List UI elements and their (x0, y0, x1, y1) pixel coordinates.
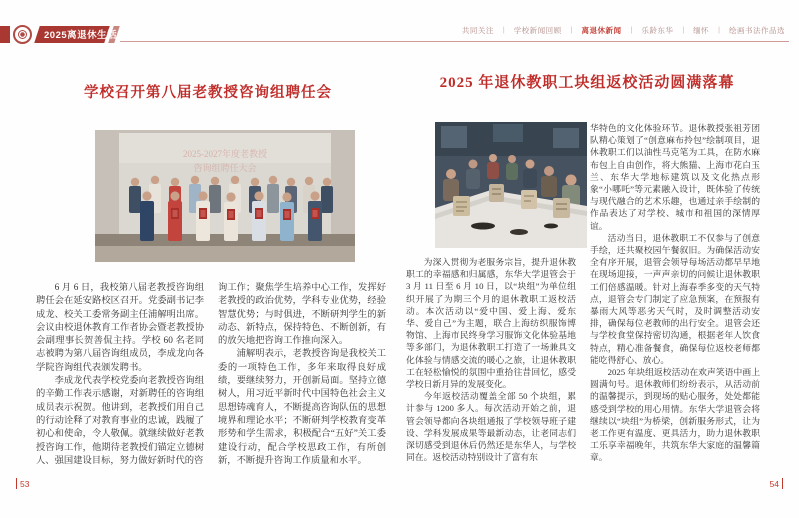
body-text-column-2 (590, 122, 760, 464)
logo-emblem (18, 30, 27, 39)
projection-screen-text: 2025-2027年度老教授 (183, 149, 267, 159)
nav-separator: | (682, 27, 685, 34)
header-rule (120, 41, 789, 42)
article-title-right: 2025 年退休教职工块组返校活动圆满落幕 (439, 75, 735, 91)
page-number-bar (782, 478, 783, 489)
projection-screen-text: 咨询组聘任大会 (193, 163, 257, 173)
page-number-value: 53 (20, 478, 30, 489)
nav-item-happy-donghua[interactable]: 乐龄东华 (641, 26, 674, 35)
corner-accent-bar (0, 26, 10, 43)
paragraph-continuation: 询工作；聚焦学生培养中心工作，发挥好老教授的政治优势，学科专业优势，经验智慧优势；与时俱进，不断研判学生的新动态、新特点，保持特色、不断创新，有的放矢地把咨询工作推向深入。 (218, 283, 386, 347)
body-text-column-1 (406, 256, 576, 463)
university-logo-icon (13, 25, 32, 44)
nav-separator: | (502, 27, 505, 34)
nav-item-school-news[interactable]: 学校新闻回顾 (513, 26, 562, 35)
page-number-left (16, 478, 29, 489)
paragraph: 2025 年块组返校活动在欢声笑语中画上圆满句号。退休教师们纷纷表示，从活动前的温馨提示，到现场的贴心服务，处处都能感受到学校的用心用情。东华大学退管会将继续以“块组”为桥梁，创新服务形式，让为老工作更有温度、更具活力，助力退休教职工乐享幸福晚年，共筑东华大家庭的温馨篇章。 (590, 367, 760, 463)
page-number-bar (16, 478, 17, 489)
article-title-left: 学校召开第八届老教授咨询组聘任会 (84, 85, 332, 101)
paragraph: 今年返校活动覆盖全部 50 个块组，累计参与 1200 多人。每次活动开始之前，退管会领导都向各块组通报了学校领导班子建设、学科发展成果等最新动态，让老同志们深切感受到退休后仍然还是东华人，与学校同在。返校活动特别设计了富有东 (406, 391, 576, 463)
paragraph: 浦解明表示，老教授咨询是我校关工委的一项特色工作，多年来取得良好成绩，要继续努力，开创新局面。坚持立德树人，用习近平新时代中国特色社会主义思想铸魂育人，不断提高咨询队伍的思想境界和理论水平；不断研判学校教育变革形势和学生需求，积极配合“五好”关工委建设行动，配合学校思政工作，有所创新，不断提升咨询工作质量和水平。 (218, 349, 386, 466)
paragraph: 为深入贯彻为老服务宗旨，提升退休教职工的幸福感和归属感，东华大学退管会于 3 月 11 日至 6 月 10 日，以“块组”为单位组织开展了为期三个月的退休教职工返校活动。本次活动以“爱中国、爱上海、爱东华、爱自己”为主题，联合上海纺织服饰博物馆、上海市民终身学习服饰文化体验基地等多部门，为退休教职工打造了一场兼具文化体验与情感交流的暖心之旅，让退休教职工在轻松愉悦的氛围中重拾往昔回忆，感受学校日新月异的发展变化。 (406, 257, 576, 390)
nav-item-common-focus[interactable]: 共同关注 (461, 26, 494, 35)
section-nav (462, 25, 785, 36)
article-body-left-page (36, 282, 386, 468)
group-photo-craft-activity (435, 122, 587, 248)
body-text-column-2 (218, 282, 386, 468)
nav-separator: | (630, 27, 633, 34)
group-photo-ceremony (95, 130, 355, 262)
page-number-right (770, 478, 783, 489)
page-number-value: 54 (769, 478, 779, 489)
nav-separator: | (570, 27, 573, 34)
nav-separator: | (718, 27, 720, 34)
paragraph: 活动当日，退休教职工不仅参与了创意手绘，还共聚校园午餐叙旧。为确保活动安全有序开展，退管会领导每场活动都早早地在现场迎接，一声声亲切的问候让退休教职工们倍感温暖。针对上海春季多变的天气特点，退管会专门制定了应急预案，在预报有暴雨大风等恶劣天气时，及时调整活动安排，确保每位老教师的出行安全。退管会还与学校食堂保持密切沟通，根据老年人饮食特点，精心准备餐食，确保每位返校老师都能吃得舒心、放心。 (590, 232, 760, 365)
nav-item-retirement-news-active[interactable]: 离退休新闻 (581, 26, 622, 35)
nav-item-remembrance[interactable]: 缅怀 (693, 26, 710, 35)
paragraph: 6 月 6 日，我校第八届老教授咨询组聘任会在延安路校区召开。党委副书记李成龙、校关工委常务副主任浦解明出席。会议由校退休教育工作者协会暨老教授协会副理事长贺善侃主持。学校 60 名老同志被聘为第八届咨询组成员，李成龙向各学院咨询组代表颁发聘书。 (36, 283, 204, 373)
paragraph: 李成龙代表学校党委向老教授咨询组的辛勤工作表示感谢，对新聘任的咨询组成员表示祝贺。他讲到，老教授们用自己的行动诠释了对教育事业的忠诚，践履了初心和使命，令人敬佩。就继续做好老教授咨询工作，他期待老教授们锚定立德树人、强国建设目标，努力做好新时代的咨 (36, 376, 204, 466)
paragraph-continuation: 华特色的文化体验环节。退休教授张祖芳团队精心策划了“创意麻布拎包”绘制项目，退休教职工们以油性马克笔为工具，在防水麻布包上自由创作，将大熊猫、上海市花白玉兰、东华大学地标建筑以及文化热点形象“小哪吒”等元素融入设计，既体验了传统与现代融合的艺术乐趣，也通过亲手绘制的作品表达了对学校、城市和祖国的深情厚谊。 (590, 123, 760, 231)
issue-title: 2025离退休生活 (44, 30, 118, 41)
body-text-column-1 (36, 282, 204, 468)
nav-item-artworks[interactable]: 绘画书法作品选 (729, 26, 785, 35)
